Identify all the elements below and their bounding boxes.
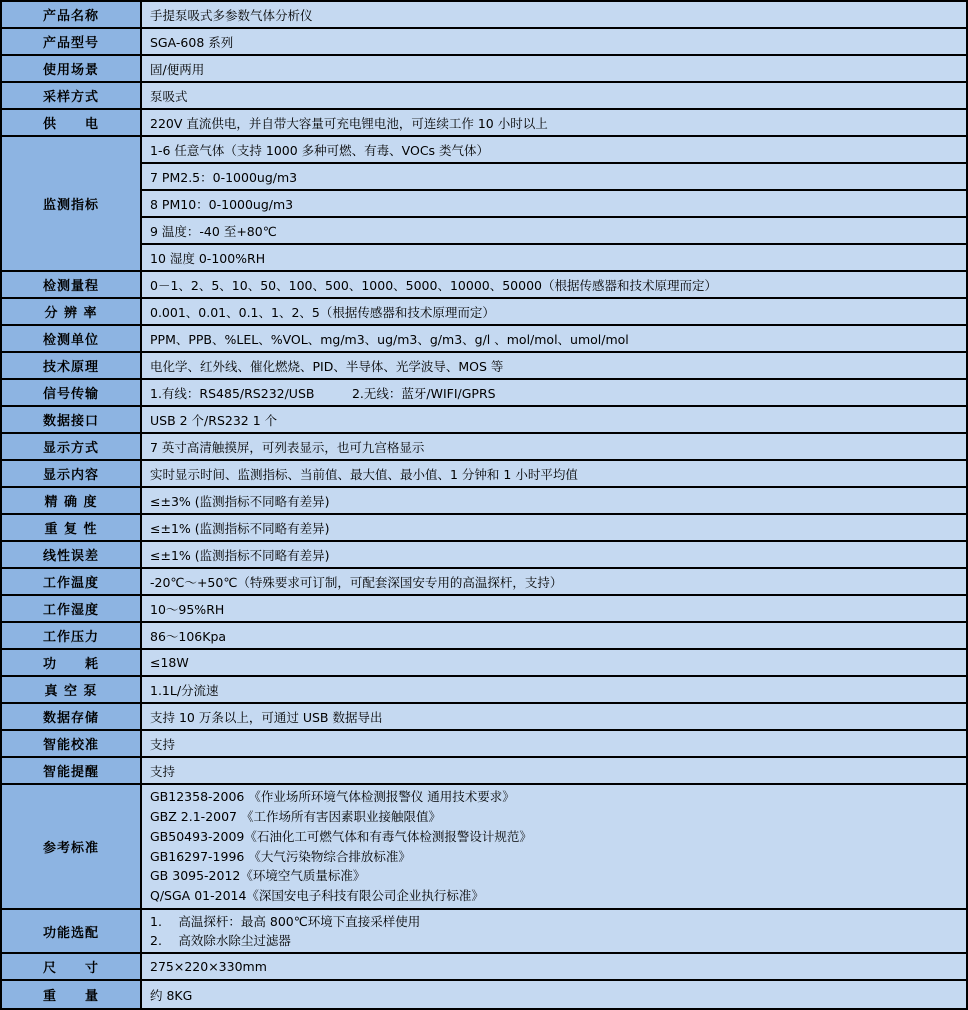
spec-label: 技术原理 (2, 353, 142, 378)
spec-label: 工作压力 (2, 623, 142, 648)
spec-value: 220V 直流供电，并自带大容量可充电锂电池，可连续工作 10 小时以上 (142, 110, 966, 135)
spec-label: 功能选配 (2, 910, 142, 952)
spec-value: 1.有线：RS485/RS232/USB 2.无线：蓝牙/WIFI/GPRS (142, 380, 966, 405)
spec-row-optional-features (2, 910, 966, 954)
spec-label: 采样方式 (2, 83, 142, 108)
spec-label: 使用场景 (2, 56, 142, 81)
spec-row-vacuum-pump (2, 677, 966, 704)
spec-row-power-consumption (2, 650, 966, 677)
monitor-indicator-item: 1-6 任意气体（支持 1000 多种可燃、有毒、VOCs 类气体） (142, 137, 966, 164)
spec-value: ≤±1% (监测指标不同略有差异) (142, 515, 966, 540)
spec-label: 线性误差 (2, 542, 142, 567)
spec-row-dimensions (2, 954, 966, 981)
spec-row-smart-reminder (2, 758, 966, 785)
reference-standard-item: GB50493-2009《石油化工可燃气体和有毒气体检测报警设计规范》 (150, 828, 532, 844)
spec-value: ≤±3% (监测指标不同略有差异) (142, 488, 966, 513)
spec-label: 显示方式 (2, 434, 142, 459)
spec-row-display-content (2, 461, 966, 488)
spec-value: PPM、PPB、%LEL、%VOL、mg/m3、ug/m3、g/m3、g/l 、mol/mol、umol/mol (142, 326, 966, 351)
spec-row-product-name (2, 2, 966, 29)
spec-label: 检测量程 (2, 272, 142, 297)
spec-label: 监测指标 (2, 137, 142, 270)
spec-value: 1.1L/分流速 (142, 677, 966, 702)
spec-value: 泵吸式 (142, 83, 966, 108)
spec-row-repeatability (2, 515, 966, 542)
reference-standard-list (142, 785, 966, 908)
spec-value: 0.001、0.01、0.1、1、2、5（根据传感器和技术原理而定） (142, 299, 966, 324)
spec-label: 智能校准 (2, 731, 142, 756)
spec-row-data-interface (2, 407, 966, 434)
spec-value: ≤±1% (监测指标不同略有差异) (142, 542, 966, 567)
spec-value: 275×220×330mm (142, 954, 966, 979)
reference-standard-item: GB 3095-2012《环境空气质量标准》 (150, 868, 366, 884)
optional-feature-item: 2. 高效除水除尘过滤器 (150, 933, 291, 948)
spec-value: 7 英寸高清触摸屏，可列表显示，也可九宫格显示 (142, 434, 966, 459)
optional-feature-list (142, 910, 966, 952)
spec-value: -20℃～+50℃（特殊要求可订制，可配套深国安专用的高温探杆，支持） (142, 569, 966, 594)
spec-value: 固/便两用 (142, 56, 966, 81)
spec-row-units (2, 326, 966, 353)
spec-row-monitor-indicators (2, 137, 966, 272)
spec-value: 10～95%RH (142, 596, 966, 621)
spec-label: 重 复 性 (2, 515, 142, 540)
spec-value: 支持 (142, 758, 966, 783)
spec-value: SGA-608 系列 (142, 29, 966, 54)
spec-row-display-mode (2, 434, 966, 461)
reference-standard-item: GB16297-1996 《大气污染物综合排放标准》 (150, 848, 411, 864)
monitor-indicator-item: 10 湿度 0-100%RH (150, 250, 266, 266)
spec-label: 检测单位 (2, 326, 142, 351)
monitor-indicator-list (142, 137, 966, 270)
spec-value: 电化学、红外线、催化燃烧、PID、半导体、光学波导、MOS 等 (142, 353, 966, 378)
spec-row-tech-principle (2, 353, 966, 380)
spec-label: 工作湿度 (2, 596, 142, 621)
spec-value: 86～106Kpa (142, 623, 966, 648)
spec-label: 重 量 (2, 981, 142, 1008)
spec-row-range (2, 272, 966, 299)
spec-value: ≤18W (142, 650, 966, 675)
spec-value: 支持 10 万条以上，可通过 USB 数据导出 (142, 704, 966, 729)
spec-row-accuracy (2, 488, 966, 515)
spec-value: 实时显示时间、监测指标、当前值、最大值、最小值、1 分钟和 1 小时平均值 (142, 461, 966, 486)
spec-label: 功 耗 (2, 650, 142, 675)
spec-row-working-humidity (2, 596, 966, 623)
spec-label: 智能提醒 (2, 758, 142, 783)
spec-row-weight (2, 981, 966, 1008)
spec-label: 产品型号 (2, 29, 142, 54)
monitor-indicator-item: 9 温度：-40 至+80℃ (142, 218, 966, 245)
spec-row-usage-scene (2, 56, 966, 83)
monitor-indicator-item: 7 PM2.5：0-1000ug/m3 (142, 164, 966, 191)
spec-row-sampling (2, 83, 966, 110)
spec-label: 供 电 (2, 110, 142, 135)
reference-standard-item: GB12358-2006 《作业场所环境气体检测报警仪 通用技术要求》 (150, 789, 515, 805)
spec-row-reference-standards (2, 785, 966, 910)
spec-row-smart-calibration (2, 731, 966, 758)
spec-value: 约 8KG (142, 981, 966, 1008)
spec-row-signal-transmission (2, 380, 966, 407)
reference-standard-item: GBZ 2.1-2007 《工作场所有害因素职业接触限值》 (150, 808, 441, 824)
spec-value: 0－1、2、5、10、50、100、500、1000、5000、10000、50000（根据传感器和技术原理而定） (142, 272, 966, 297)
spec-row-power-supply (2, 110, 966, 137)
reference-standard-item: Q/SGA 01-2014《深国安电子科技有限公司企业执行标准》 (150, 888, 484, 904)
spec-value: USB 2 个/RS232 1 个 (142, 407, 966, 432)
spec-label: 显示内容 (2, 461, 142, 486)
spec-label: 信号传输 (2, 380, 142, 405)
spec-value: 手提泵吸式多参数气体分析仪 (142, 2, 966, 27)
spec-row-working-temperature (2, 569, 966, 596)
optional-feature-item: 1. 高温探杆：最高 800℃环境下直接采样使用 (150, 914, 421, 929)
monitor-indicator-item: 8 PM10：0-1000ug/m3 (142, 191, 966, 218)
spec-label: 精 确 度 (2, 488, 142, 513)
spec-row-model (2, 29, 966, 56)
spec-label: 工作温度 (2, 569, 142, 594)
spec-label: 真 空 泵 (2, 677, 142, 702)
spec-row-linearity-error (2, 542, 966, 569)
spec-label: 产品名称 (2, 2, 142, 27)
spec-label: 数据接口 (2, 407, 142, 432)
spec-label: 尺 寸 (2, 954, 142, 979)
spec-label: 参考标准 (2, 785, 142, 908)
spec-row-resolution (2, 299, 966, 326)
spec-row-working-pressure (2, 623, 966, 650)
spec-label: 数据存储 (2, 704, 142, 729)
spec-row-data-storage (2, 704, 966, 731)
spec-label: 分 辨 率 (2, 299, 142, 324)
spec-value: 支持 (142, 731, 966, 756)
